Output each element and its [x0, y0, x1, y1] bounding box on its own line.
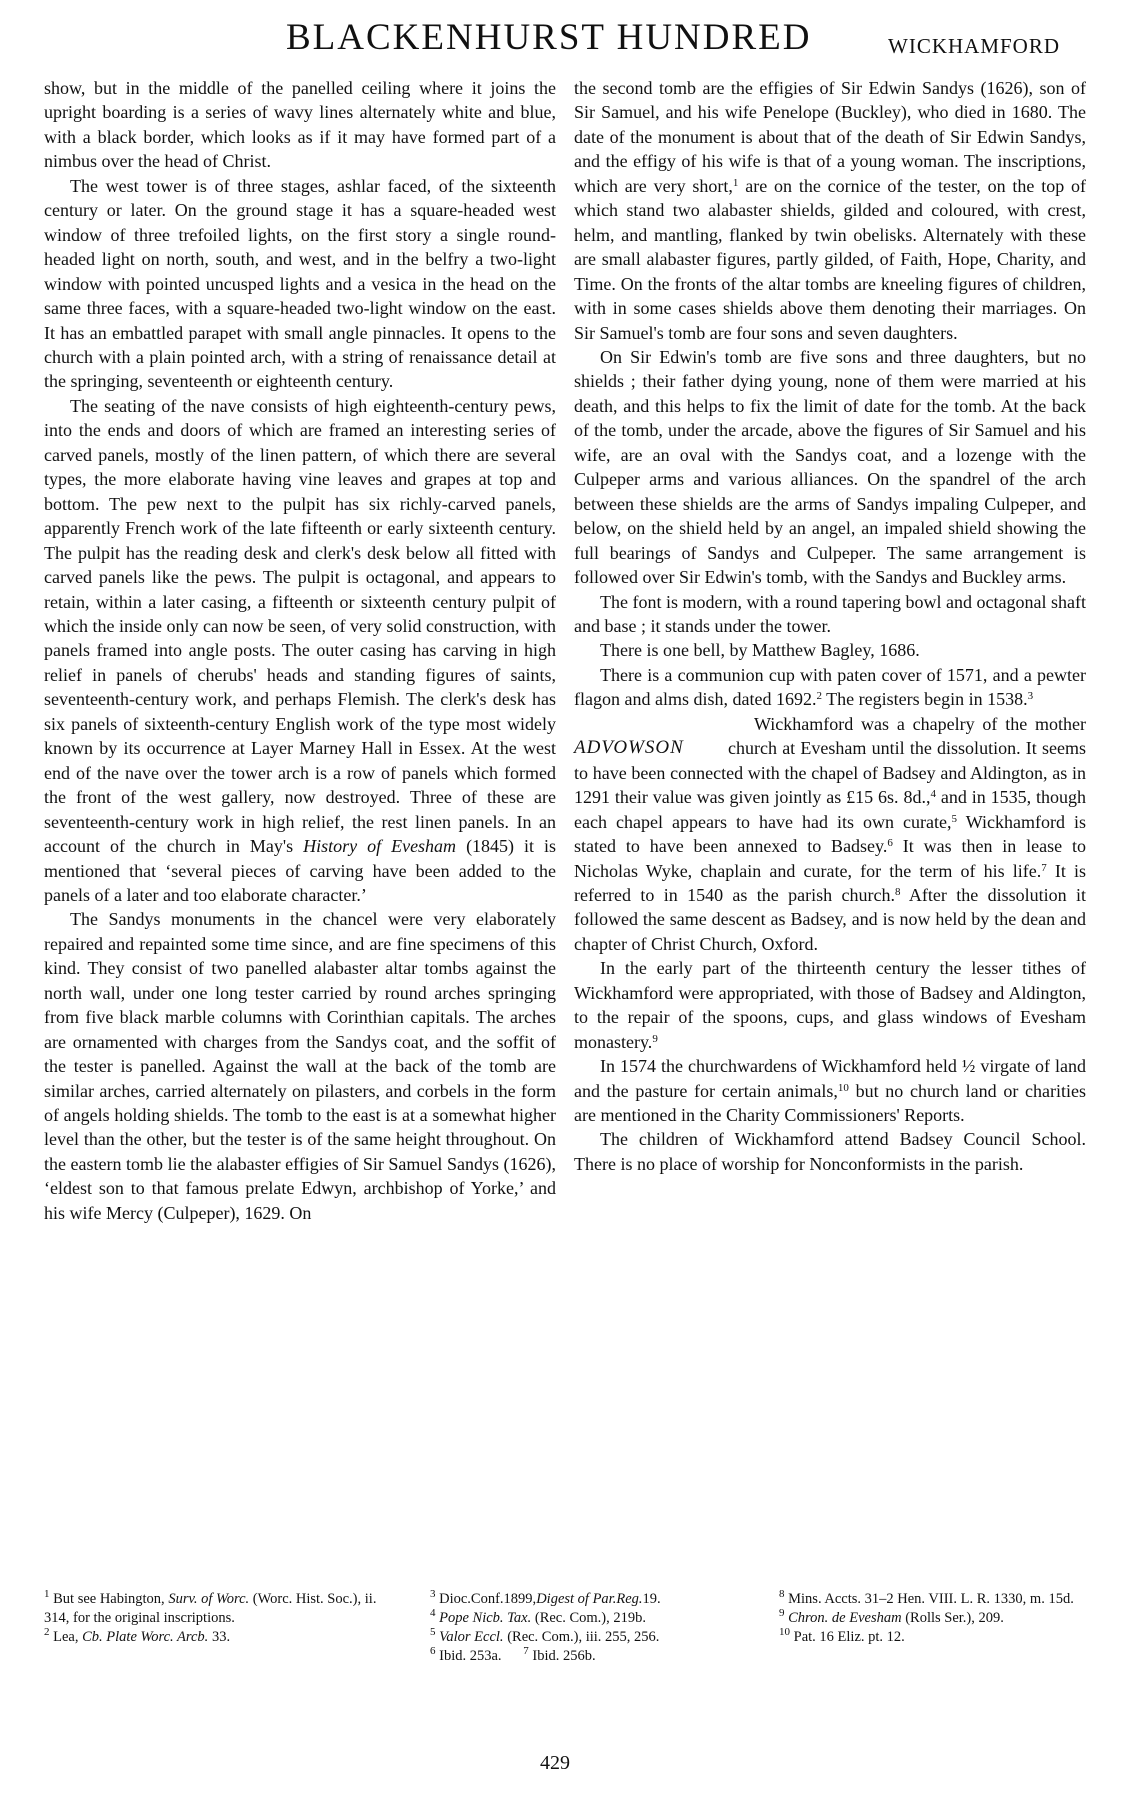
footnote: $^6$ Ibid. 253a. $^7$ Ibid. 256b.: [430, 1645, 596, 1664]
footnote: $^5$ Valor Eccl. (Rec. Com.), iii. 255, 256.: [430, 1626, 660, 1645]
paragraph: On Sir Edwin's tomb are five sons and three daughters, but no shields ; their father dying young, none of them were married at his death, and this helps to fix the limit of date for the tomb. At the back of the tomb, under the arcade, above the figures of Sir Samuel and his wife, are an oval with the Sandys coat, and a lozenge with the Culpeper arms and various alliances. On the spandrel of the arch between these shields are the arms of Sandys impaling Culpeper, and below, on the shield held by an angel, an impaled shield showing the full bearings of Sandys and Culpeper. The same arrangement is followed over Sir Edwin's tomb, with the Sandys and Buckley arms.: [574, 346, 1086, 588]
footnote-column: [44, 1590, 389, 1647]
footnote-ref: 1: [732, 176, 739, 189]
page-number: 429: [540, 1752, 570, 1774]
paragraph: The children of Wickhamford attend Badsey Council School. There is no place of worship for Nonconformists in the parish.: [574, 1129, 1086, 1174]
paragraph: Wickhamford was a chapelry of the mother church at Evesham until the dissolution. It seems to have been connected with the chapel of Badsey and Aldington, as in 1291 their value was given jointly as £15 6s. 8d.,$^4$ and in 1535, though each chapel appears to have had its own curate,$^5$ Wickhamford is stated to have been annexed to Badsey.$^6$ It was then in lease to Nicholas Wyke, chaplain and curate, for the term of his life.$^7$ It is referred to in 1540 as the parish church.$^8$ After the dissolution it followed the same descent as Badsey, and is now held by the dean and chapter of Christ Church, Oxford.: [574, 713, 1086, 954]
paragraph: The Sandys monuments in the chancel were very elaborately repaired and repainted some time since, and are fine specimens of this kind. They consist of two panelled alabaster altar tombs against the north wall, under one long tester carried by round arches springing from five black marble columns with Corinthian capitals. The arches are ornamented with charges from the Sandys coat, and the soffit of the tester is panelled. Against the wall at the back of the tomb are similar arches, carried alternately on pilasters, and corbels in the form of angels holding shields. The tomb to the east is at a somewhat higher level than the other, but the tester is of the same height throughout. On the eastern tomb lie the alabaster effigies of Sir Samuel Sandys (1626), ‘eldest son to that famous prelate Edwyn, archbishop of Yorke,’ and his wife Mercy (Culpeper), 1629. On: [44, 909, 556, 1223]
footnote: $^3$ Dioc.Conf.1899,Digest of Par.Reg.19.: [430, 1588, 661, 1607]
footnote: $^{10}$ Pat. 16 Eliz. pt. 12.: [779, 1626, 905, 1645]
section-label: ADVOWSON: [574, 736, 684, 758]
footnote: $^2$ Lea, Cb. Plate Worc. Arcb. 33.: [44, 1626, 231, 1645]
footnote: $^1$ But see Habington, Surv. of Worc. (Worc. Hist. Soc.), ii. 314, for the original inscriptions.: [44, 1588, 377, 1626]
paragraph: the second tomb are the effigies of Sir Edwin Sandys (1626), son of Sir Samuel, and his wife Penelope (Buckley), who died in 1680. The date of the monument is about that of the death of Sir Edwin Sandys, and the effigy of his wife is that of a young woman. The inscriptions, which are very short,$^1$ are on the cornice of the tester, on the top of which stand two alabaster shields, gilded and coloured, with crest, helm, and mantling, flanked by twin obelisks. Alternately with these are small alabaster figures, partly gilded, of Faith, Hope, Charity, and Time. On the fronts of the altar tombs are kneeling figures of children, with in some cases shields above them denoting their marriages. On Sir Samuel's tomb are four sons and seven daughters.: [574, 78, 1087, 343]
paragraph: There is one bell, by Matthew Bagley, 1686.: [600, 640, 920, 661]
paragraph: The seating of the nave consists of high eighteenth-century pews, into the ends and doors of which are framed an interesting series of carved panels, mostly of the linen pattern, of which there are several types, the more elaborate having vine leaves and grapes at top and bottom. The pew next to the pulpit has six richly-carved panels, apparently French work of the late fifteenth or early sixteenth century. The pulpit has the reading desk and clerk's desk below all fitted with carved panels like the pews. The pulpit is octagonal, and appears to retain, within a later casing, a fifteenth or sixteenth century pulpit of which the inside only can now be seen, of very solid construction, with panels framed into angle posts. The outer casing has carving in high relief in panels of cherubs' heads and standing figures of saints, seventeenth-century work, and perhaps Flemish. The clerk's desk has six panels of sixteenth-century English work of the type most widely known by its occurrence at Layer Marney Hall in Essex. At the west end of the nave over the tower arch is a row of panels which formed the front of the west gallery, now destroyed. Three of these are seventeenth-century work in high relief, the rest linen panels. In an account of the church in May's History of Evesham (1845) it is mentioned that ‘several pieces of carving have been added to the panels of a later and too elaborate character.’: [44, 395, 557, 905]
paragraph: There is a communion cup with paten cover of 1571, and a pewter flagon and alms dish, dated 1692.$^2$ The registers begin in 1538.$^3$: [574, 664, 1086, 710]
advowson-section: [574, 712, 1086, 957]
paragraph: In the early part of the thirteenth century the lesser tithes of Wickhamford were appropriated, with those of Badsey and Aldington, to the repair of the spoons, cups, and glass windows of Evesham monastery.$^9$: [574, 958, 1086, 1052]
footnote: $^9$ Chron. de Evesham (Rolls Ser.), 209.: [779, 1607, 1004, 1626]
paragraph: The font is modern, with a round tapering bowl and octagonal shaft and base ; it stands under the tower.: [574, 591, 1086, 636]
footnote-ref: 2: [816, 690, 822, 703]
page-title: BLACKENHURST HUNDRED: [286, 17, 812, 58]
paragraph: The west tower is of three stages, ashlar faced, of the sixteenth century or later. On the ground stage it has a square-headed west window of three trefoiled lights, on the first story a single round-headed light on north, south, and west, and in the belfry a two-light window with pointed uncusped lights and a vesica in the head on the same three faces, with a square-headed two-light window on the east. It has an embattled parapet with small angle pinnacles. It opens to the church with a plain pointed arch, with a string of renaissance detail at the springing, seventeenth or eighteenth century.: [44, 175, 556, 392]
footnote-column: [430, 1590, 775, 1666]
book-title: History of Evesham: [303, 836, 457, 857]
footnote-column: [779, 1590, 1099, 1647]
paragraph: In 1574 the churchwardens of Wickhamford held ½ virgate of land and the pasture for certain animals,$^{10}$ but no church land or charities are mentioned in the Charity Commissioners' Reports.: [574, 1056, 1087, 1126]
running-header: [0, 16, 1124, 66]
parish-heading: WICKHAMFORD: [888, 34, 1061, 58]
footnote: $^4$ Pope Nicb. Tax. (Rec. Com.), 219b.: [430, 1607, 647, 1626]
left-column: [44, 76, 556, 1225]
right-column: [574, 76, 1086, 1176]
footnote: $^8$ Mins. Accts. 31–2 Hen. VIII. L. R. 1330, m. 15d.: [779, 1588, 1074, 1607]
paragraph: show, but in the middle of the panelled ceiling where it joins the upright boarding is a series of wavy lines alternately white and blue, with a black border, which looks as if it may have formed part of a nimbus over the head of Christ.: [44, 78, 556, 172]
footnote-ref: 3: [1027, 690, 1034, 703]
